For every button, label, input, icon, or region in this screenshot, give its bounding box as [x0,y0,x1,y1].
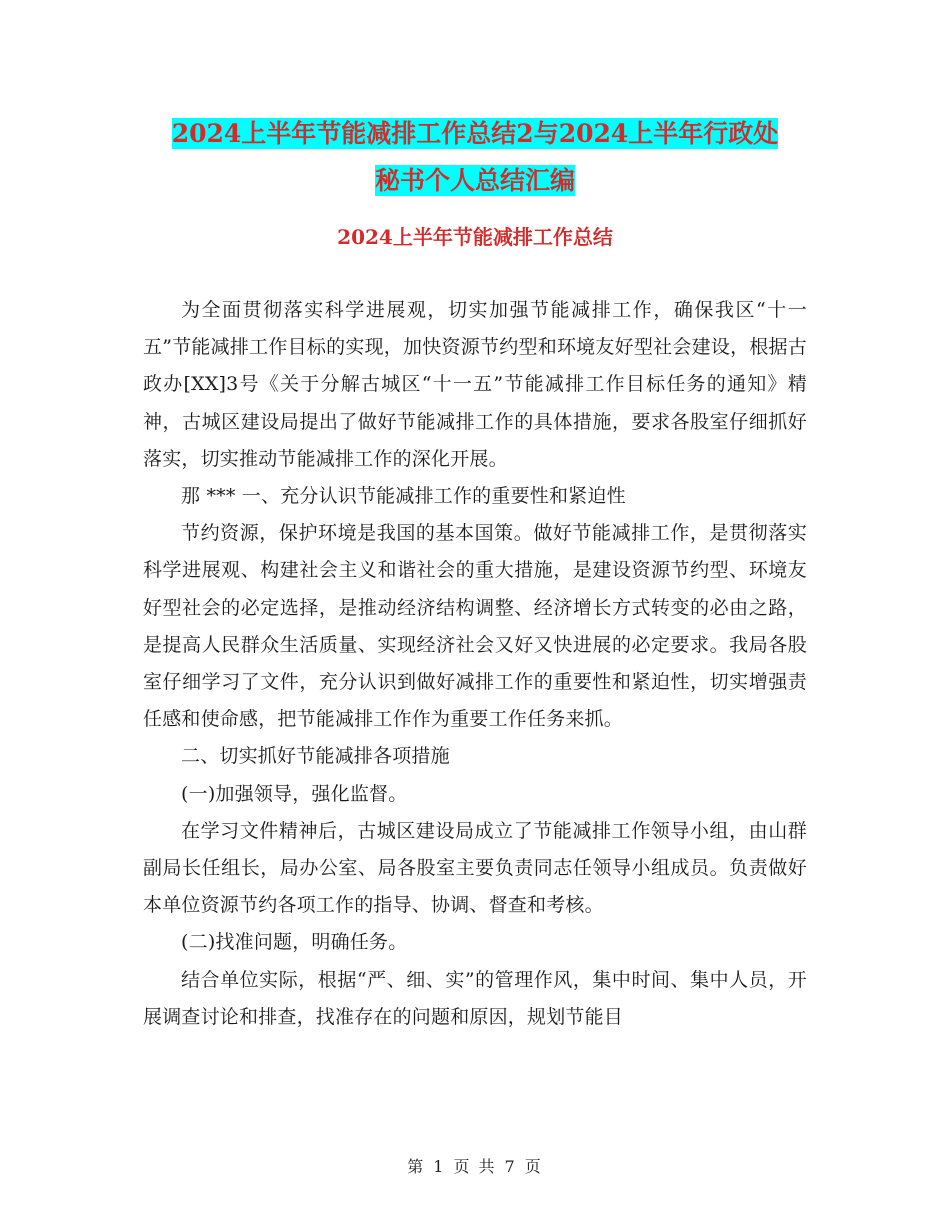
subheading-two: (二)找准问题，明确任务。 [181,931,408,954]
document-title [130,110,820,204]
page-footer [0,1154,950,1177]
page-label-mid: 页 共 [453,1157,497,1176]
paragraph-leadership: 在学习文件精神后，古城区建设局成立了节能减排工作领导小组，由山群副局长任组长，局办公室、局各股室主要负责同志任领导小组成员。负责做好本单位资源节约各项工作的指导、协调、督查和考核。 [143,819,807,917]
document-body [143,292,807,1036]
page-label-suffix: 页 [524,1157,543,1176]
heading-one: 那 *** 一、充分认识节能减排工作的重要性和紧迫性 [181,485,626,508]
subheading-one: (一)加强领导，强化监督。 [181,782,408,805]
heading-two: 二、切实抓好节能减排各项措施 [181,745,450,768]
document-title-line-1: 2024上半年节能减排工作总结2与2024上半年行政处 [171,119,779,148]
section-title: 2024上半年节能减排工作总结 [337,225,613,249]
page-total: 7 [504,1157,517,1176]
document-title-line-2: 秘书个人总结汇编 [374,166,575,195]
paragraph-importance: 节约资源，保护环境是我国的基本国策。做好节能减排工作，是贯彻落实科学进展观、构建社会主义和谐社会的重大措施，是建设资源节约型、环境友好型社会的必定选择，是推动经济结构调整、经济增长方式转变的必由之路，是提高人民群众生活质量、实现经济社会又好又快进展的必定要求。我局各股室仔细学习了文件，充分认识到做好减排工作的重要性和紧迫性，切实增强责任感和使命感，把节能减排工作作为重要工作任务来抓。 [143,522,807,731]
page-number: 1 [433,1157,446,1176]
paragraph-intro: 为全面贯彻落实科学进展观，切实加强节能减排工作，确保我区“十一五”节能减排工作目标的实现，加快资源节约型和环境友好型社会建设，根据古政办[XX]3号《关于分解古城区“十一五”节能减排工作目标任务的通知》精神，古城区建设局提出了做好节能减排工作的具体措施，要求各股室仔细抓好落实，切实推动节能减排工作的深化开展。 [143,299,807,470]
paragraph-problems: 结合单位实际，根据“严、细、实”的管理作风，集中时间、集中人员，开展调查讨论和排查，找准存在的问题和原因，规划节能目 [143,968,807,1028]
page-label-prefix: 第 [407,1157,426,1176]
